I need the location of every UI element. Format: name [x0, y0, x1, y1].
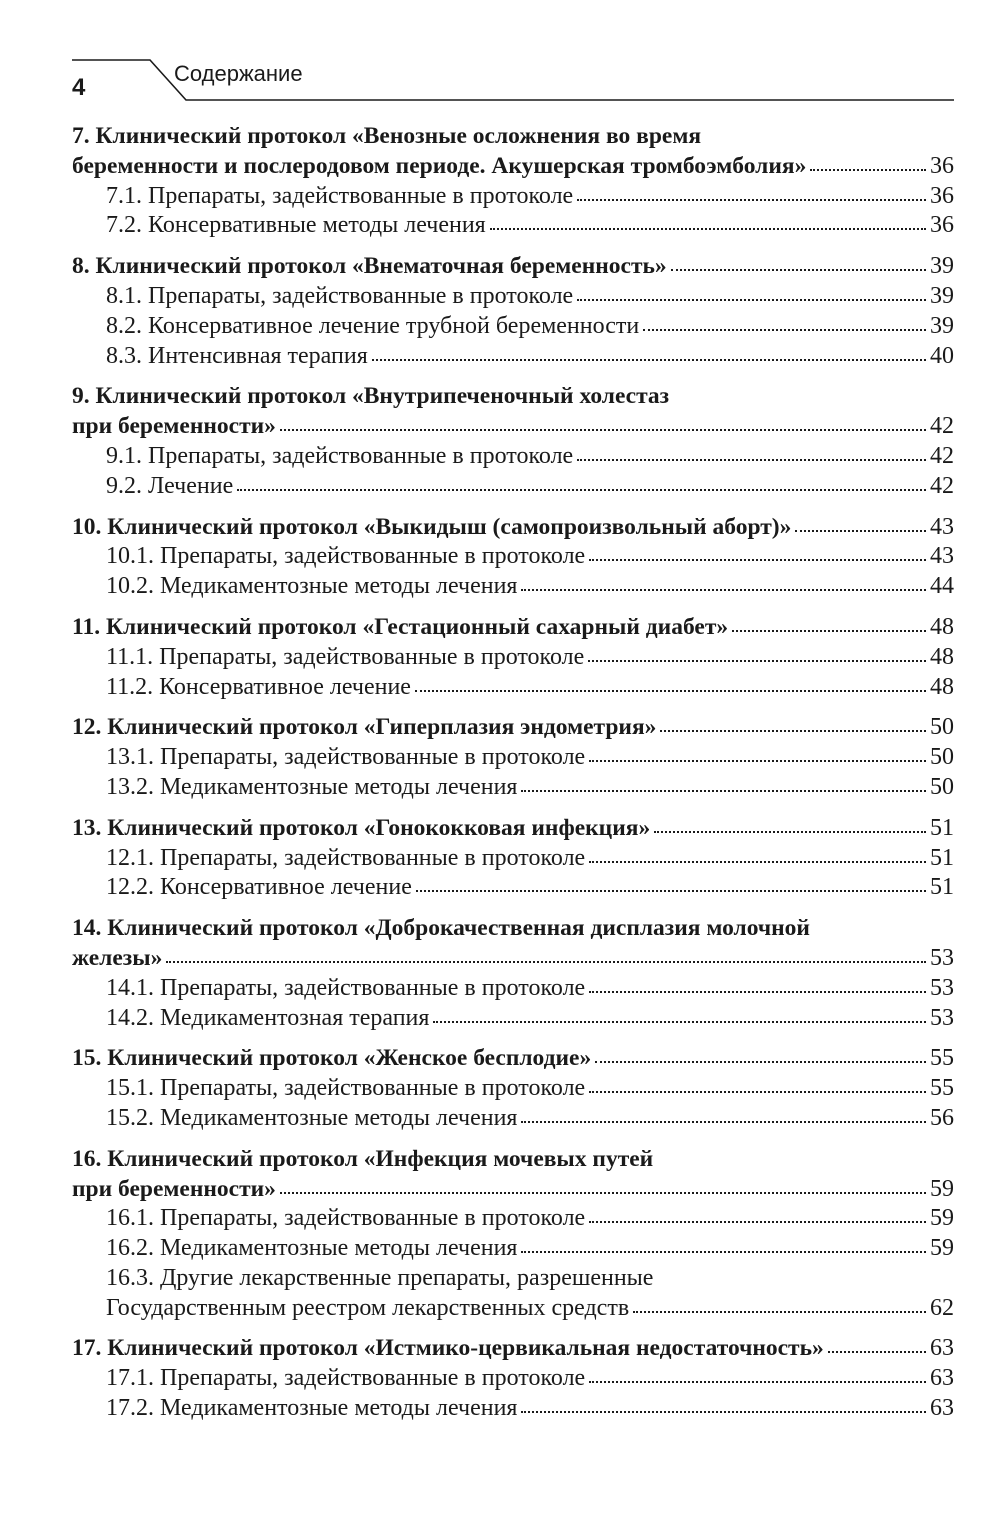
toc-subitem-text: 17.2. Медикаментозные методы лечения	[106, 1395, 518, 1422]
dot-leader	[660, 714, 926, 734]
toc-section-title	[72, 1334, 954, 1364]
dot-leader	[237, 473, 926, 493]
toc-section-title	[72, 1145, 954, 1175]
dot-leader	[588, 644, 926, 664]
toc-subitem-text: 14.1. Препараты, задействованные в протоколе	[106, 974, 586, 1001]
page-ref: 48	[930, 643, 954, 670]
toc-section	[72, 122, 954, 241]
page-ref: 59	[930, 1205, 954, 1232]
toc-subitem-text: 16.3. Другие лекарственные препараты, разрешенные	[106, 1264, 654, 1291]
toc-section-title-text: 11. Клинический протокол «Гестационный сахарный диабет»	[72, 613, 729, 640]
toc-section-title-text: беременности и послеродовом периоде. Акушерская тромбоэмболия»	[72, 152, 807, 179]
page-ref: 63	[930, 1395, 954, 1422]
toc-subitem	[72, 1234, 954, 1264]
toc-subitem	[72, 182, 954, 212]
toc-subitem	[72, 472, 954, 502]
toc-subitem-text: 9.2. Лечение	[106, 472, 234, 499]
page-number: 4	[72, 74, 86, 101]
dot-leader	[795, 514, 926, 534]
toc-subitem-text: 15.2. Медикаментозные методы лечения	[106, 1104, 518, 1131]
page-ref: 36	[930, 212, 954, 239]
toc-subitem-text: 7.2. Консервативные методы лечения	[106, 212, 486, 239]
toc-subitem-text: 15.1. Препараты, задействованные в протоколе	[106, 1075, 586, 1102]
toc-section	[72, 513, 954, 602]
toc-subitem-text: 13.1. Препараты, задействованные в протоколе	[106, 744, 586, 771]
toc-section-title-text: при беременности»	[72, 413, 276, 440]
page-ref: 36	[930, 152, 954, 179]
page-ref: 42	[930, 413, 954, 440]
dot-leader	[433, 1005, 926, 1025]
dot-leader	[372, 343, 926, 363]
toc-section-title-text: 7. Клинический протокол «Венозные осложнения во время	[72, 123, 702, 149]
toc-section-title	[72, 1044, 954, 1074]
dot-leader	[633, 1295, 926, 1315]
toc-section-title-text: 16. Клинический протокол «Инфекция мочевых путей	[72, 1145, 654, 1172]
toc-section-title	[72, 412, 954, 442]
toc-section	[72, 613, 954, 702]
toc-subitem-text: 17.1. Препараты, задействованные в протоколе	[106, 1365, 586, 1392]
toc-subitem	[72, 873, 954, 903]
toc-section	[72, 252, 954, 371]
dot-leader	[280, 1176, 926, 1196]
toc-subitem-text: 12.1. Препараты, задействованные в протоколе	[106, 844, 586, 871]
page-ref: 48	[930, 613, 954, 640]
page-ref: 48	[930, 673, 954, 700]
page-ref: 51	[930, 814, 954, 841]
toc-section-title	[72, 382, 954, 412]
page-ref: 53	[930, 944, 954, 971]
toc-section-title	[72, 613, 954, 643]
dot-leader	[166, 945, 926, 965]
toc-subitem	[72, 1264, 954, 1294]
toc-section-title	[72, 122, 954, 152]
dot-leader	[828, 1335, 926, 1355]
table-of-contents	[72, 122, 954, 1435]
dot-leader	[589, 975, 926, 995]
dot-leader	[589, 1365, 926, 1385]
toc-subitem	[72, 211, 954, 241]
dot-leader	[732, 614, 926, 634]
page-ref: 50	[930, 773, 954, 800]
toc-subitem	[72, 1294, 954, 1324]
page-ref: 42	[930, 442, 954, 469]
page-ref: 63	[930, 1365, 954, 1392]
dot-leader	[521, 1235, 926, 1255]
toc-section-title	[72, 713, 954, 743]
toc-subitem	[72, 572, 954, 602]
toc-subitem	[72, 773, 954, 803]
dot-leader	[577, 443, 926, 463]
toc-subitem-text: 8.2. Консервативное лечение трубной беременности	[106, 312, 640, 339]
dot-leader	[671, 253, 926, 273]
toc-section	[72, 1145, 954, 1324]
dot-leader	[521, 573, 926, 593]
page-ref: 42	[930, 472, 954, 499]
toc-subitem	[72, 542, 954, 572]
toc-section-title	[72, 513, 954, 543]
page-ref: 43	[930, 543, 954, 570]
page-ref: 59	[930, 1235, 954, 1262]
page-ref: 63	[930, 1335, 954, 1362]
toc-section-title-text: 9. Клинический протокол «Внутрипеченочный холестаз	[72, 383, 670, 410]
toc-section-title-text: 15. Клинический протокол «Женское бесплодие»	[72, 1045, 592, 1072]
toc-subitem	[72, 743, 954, 773]
dot-leader	[589, 744, 926, 764]
toc-subitem	[72, 442, 954, 472]
page-ref: 44	[930, 573, 954, 600]
toc-subitem-text: 9.1. Препараты, задействованные в протоколе	[106, 442, 574, 469]
dot-leader	[654, 815, 926, 835]
toc-subitem-text: 10.2. Медикаментозные методы лечения	[106, 573, 518, 600]
page-ref: 53	[930, 1004, 954, 1031]
page-header	[72, 58, 954, 108]
page-ref: 55	[930, 1075, 954, 1102]
page-ref: 53	[930, 974, 954, 1001]
toc-subitem	[72, 1104, 954, 1134]
toc-subitem	[72, 1364, 954, 1394]
dot-leader	[589, 1075, 926, 1095]
toc-section-title-text: 8. Клинический протокол «Внематочная беременность»	[72, 253, 667, 280]
dot-leader	[589, 845, 926, 865]
page-ref: 50	[930, 744, 954, 771]
toc-subitem-text: 11.2. Консервативное лечение	[106, 673, 411, 700]
toc-subitem	[72, 974, 954, 1004]
toc-subitem	[72, 1004, 954, 1034]
page-ref: 43	[930, 513, 954, 540]
toc-section-title	[72, 914, 954, 944]
dot-leader	[280, 413, 926, 433]
dot-leader	[589, 543, 926, 563]
toc-section-title-text: при беременности»	[72, 1175, 276, 1202]
toc-section-title-text: 12. Клинический протокол «Гиперплазия эндометрия»	[72, 714, 657, 741]
toc-section-title-text: 10. Клинический протокол «Выкидыш (самопроизвольный аборт)»	[72, 513, 792, 540]
toc-section-title	[72, 944, 954, 974]
toc-subitem-text: 11.1. Препараты, задействованные в протоколе	[106, 643, 585, 670]
toc-section	[72, 713, 954, 802]
toc-subitem-text: 12.2. Консервативное лечение	[106, 874, 412, 901]
dot-leader	[577, 283, 926, 303]
page-ref: 40	[930, 342, 954, 369]
page-ref: 51	[930, 844, 954, 871]
dot-leader	[521, 1395, 926, 1415]
page-ref: 62	[930, 1294, 954, 1321]
toc-subitem-text: Государственным реестром лекарственных средств	[106, 1294, 630, 1321]
page-ref: 36	[930, 182, 954, 209]
toc-subitem	[72, 643, 954, 673]
toc-subitem	[72, 1074, 954, 1104]
page-ref: 39	[930, 253, 954, 280]
toc-subitem-text: 16.1. Препараты, задействованные в протоколе	[106, 1205, 586, 1232]
toc-section-title	[72, 814, 954, 844]
toc-section	[72, 814, 954, 903]
toc-subitem	[72, 312, 954, 342]
toc-subitem	[72, 282, 954, 312]
toc-section-title-text: железы»	[72, 944, 163, 971]
toc-section-title-text: 13. Клинический протокол «Гонококковая инфекция»	[72, 814, 651, 841]
toc-subitem	[72, 1394, 954, 1424]
toc-subitem	[72, 844, 954, 874]
dot-leader	[595, 1045, 926, 1065]
page-ref: 56	[930, 1104, 954, 1131]
toc-section	[72, 1044, 954, 1133]
dot-leader	[643, 313, 926, 333]
toc-section-title-text: 17. Клинический протокол «Истмико-цервикальная недостаточность»	[72, 1335, 824, 1362]
toc-section	[72, 382, 954, 501]
page-ref: 55	[930, 1045, 954, 1072]
toc-section-title	[72, 1175, 954, 1205]
page-ref: 39	[930, 282, 954, 309]
toc-section-title	[72, 152, 954, 182]
dot-leader	[810, 153, 926, 173]
toc-subitem	[72, 1204, 954, 1234]
toc-subitem	[72, 342, 954, 372]
toc-subitem-text: 8.1. Препараты, задействованные в протоколе	[106, 282, 574, 309]
toc-section	[72, 1334, 954, 1423]
page-ref: 50	[930, 714, 954, 741]
toc-subitem-text: 14.2. Медикаментозная терапия	[106, 1004, 430, 1031]
toc-subitem	[72, 673, 954, 703]
toc-section	[72, 914, 954, 1033]
toc-subitem-text: 13.2. Медикаментозные методы лечения	[106, 773, 518, 800]
page-ref: 59	[930, 1175, 954, 1202]
dot-leader	[490, 212, 926, 232]
toc-section-title	[72, 252, 954, 282]
page-ref: 39	[930, 312, 954, 339]
toc-section-title-text: 14. Клинический протокол «Доброкачественная дисплазия молочной	[72, 915, 810, 942]
running-title: Содержание	[174, 61, 303, 86]
dot-leader	[589, 1205, 926, 1225]
dot-leader	[521, 774, 926, 794]
toc-subitem-text: 10.1. Препараты, задействованные в протоколе	[106, 543, 586, 570]
toc-subitem-text: 16.2. Медикаментозные методы лечения	[106, 1235, 518, 1262]
dot-leader	[416, 874, 926, 894]
toc-subitem-text: 7.1. Препараты, задействованные в протоколе	[106, 182, 574, 209]
dot-leader	[577, 183, 926, 203]
page-ref: 51	[930, 874, 954, 901]
dot-leader	[415, 674, 926, 694]
dot-leader	[521, 1105, 926, 1125]
toc-subitem-text: 8.3. Интенсивная терапия	[106, 342, 368, 369]
